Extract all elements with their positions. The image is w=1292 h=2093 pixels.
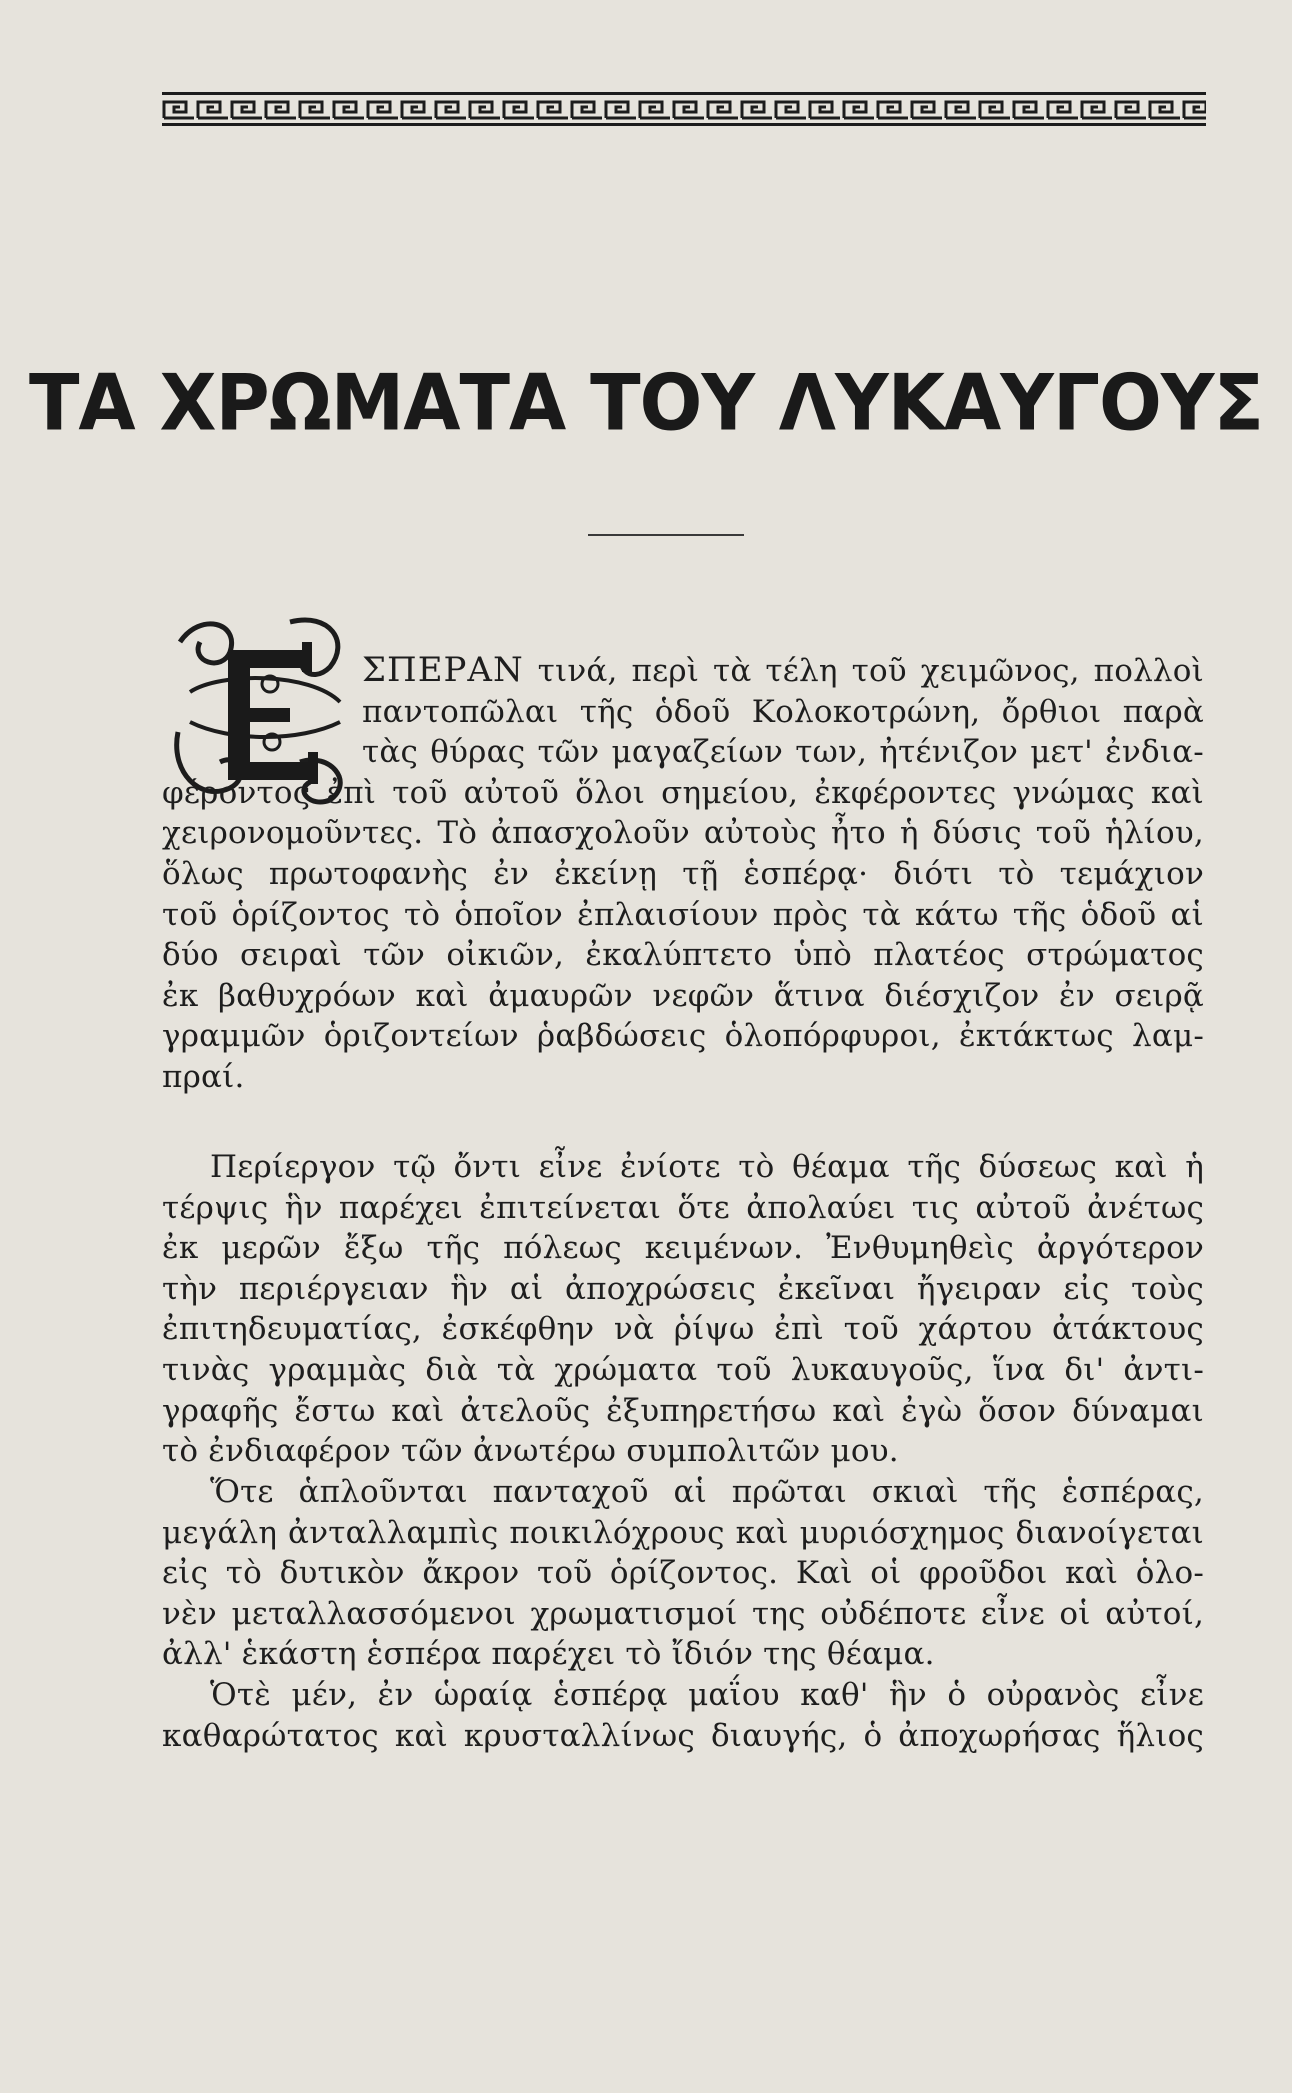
paragraph-2 [162,1147,1204,1472]
text-line: μεγάλη ἀνταλλαμπὶς ποικιλόχρους καὶ μυριόσχημος διανοίγεται [162,1514,1204,1551]
text-line: χειρονομοῦντες. Τὸ ἀπασχολοῦν αὐτοὺς ἦτο ἡ δύσις τοῦ ἡλίου, [162,815,1204,852]
text-line: παντοπῶλαι τῆς ὁδοῦ Κολοκοτρώνη, ὄρθιοι παρὰ [362,693,1204,730]
text-line-rest: τινά, περὶ τὰ τέλη τοῦ χειμῶνος, πολλοὶ [523,653,1204,689]
text-line: τοῦ ὁρίζοντος τὸ ὁποῖον ἐπλαισίουν πρὸς τὰ κάτω τῆς ὁδοῦ αἱ [162,896,1204,933]
text-line: τὰς θύρας τῶν μαγαζείων των, ἠτένιζον μετ' ἐνδια- [362,734,1204,771]
text-line: καθαρώτατος καὶ κρυσταλλίνως διαυγής, ὁ ἀποχωρήσας ἥλιος [162,1717,1204,1754]
text-line: Ὁτὲ μέν, ἐν ὡραίᾳ ἑσπέρᾳ μαΐου καθ' ἣν ὁ οὐρανὸς εἶνε [210,1677,1204,1713]
text-line: ὅλως πρωτοφανὴς ἐν ἐκείνῃ τῇ ἑσπέρᾳ· διότι τὸ τεμάχιον [162,855,1204,892]
text-line: εἰς τὸ δυτικὸν ἄκρον τοῦ ὁρίζοντος. Καὶ οἱ φροῦδοι καὶ ὁλο- [162,1555,1204,1592]
text-line: πραί. [162,1058,245,1095]
text-line: ἀλλ' ἑκάστη ἑσπέρα παρέχει τὸ ἴδιόν της θέαμα. [162,1636,935,1673]
text-line: τινὰς γραμμὰς διὰ τὰ χρώματα τοῦ λυκαυγοῦς, ἵνα δι' ἀντι- [162,1351,1204,1388]
text-line: τὸ ἐνδιαφέρον τῶν ἀνωτέρω συμπολιτῶν μου. [162,1433,899,1470]
text-line: νὲν μεταλλασσόμενοι χρωματισμοί της οὐδέποτε εἶνε οἱ αὐτοί, [162,1595,1204,1632]
text-line: φέροντος ἐπὶ τοῦ αὐτοῦ ὅλοι σημείου, ἐκφέροντες γνώμας καὶ [162,774,1204,811]
paragraph-3 [162,1472,1204,1675]
text-line: ἐπιτηδευματίας, ἐσκέφθην νὰ ῥίψω ἐπὶ τοῦ χάρτου ἀτάκτους [162,1311,1204,1348]
chapter-title: ΤΑ ΧΡΩΜΑΤΑ ΤΟΥ ΛΥΚΑΥΓΟΥΣ [28,357,1264,449]
title-rule [588,534,744,536]
text-line: γραμμῶν ὁριζοντείων ῥαβδώσεις ὁλοπόρφυροι, ἐκτάκτως λαμ- [162,1018,1204,1055]
paragraph-4 [162,1675,1204,1756]
text-line: τέρψις ἣν παρέχει ἐπιτείνεται ὅτε ἀπολαύει τις αὐτοῦ ἀνέτως [162,1189,1204,1226]
text-line: Περίεργον τῷ ὄντι εἶνε ἐνίοτε τὸ θέαμα τῆς δύσεως καὶ ἡ [210,1149,1204,1185]
greek-key-border [162,88,1206,128]
paragraph-1 [162,650,1204,1098]
text-line: τὴν περιέργειαν ἣν αἱ ἀποχρώσεις ἐκεῖναι ἤγειραν εἰς τοὺς [162,1270,1204,1307]
text-line: Ὅτε ἁπλοῦνται πανταχοῦ αἱ πρῶται σκιαὶ τῆς ἑσπέρας, [210,1474,1204,1510]
meander-ornament-icon [162,88,1206,128]
text-line: ἐκ μερῶν ἔξω τῆς πόλεως κειμένων. Ἐνθυμηθεὶς ἀργότερον [162,1230,1204,1267]
lead-word: ΣΠΕΡΑΝ [362,650,524,690]
text-line: δύο σειραὶ τῶν οἰκιῶν, ἐκαλύπτετο ὑπὸ πλατέος στρώματος [162,937,1204,974]
text-line: γραφῆς ἔστω καὶ ἀτελοῦς ἐξυπηρετήσω καὶ ἐγὼ ὅσον δύναμαι [162,1392,1204,1429]
text-line: ἐκ βαθυχρόων καὶ ἀμαυρῶν νεφῶν ἅτινα διέσχιζον ἐν σειρᾷ [162,977,1204,1014]
text-line [362,650,1204,692]
